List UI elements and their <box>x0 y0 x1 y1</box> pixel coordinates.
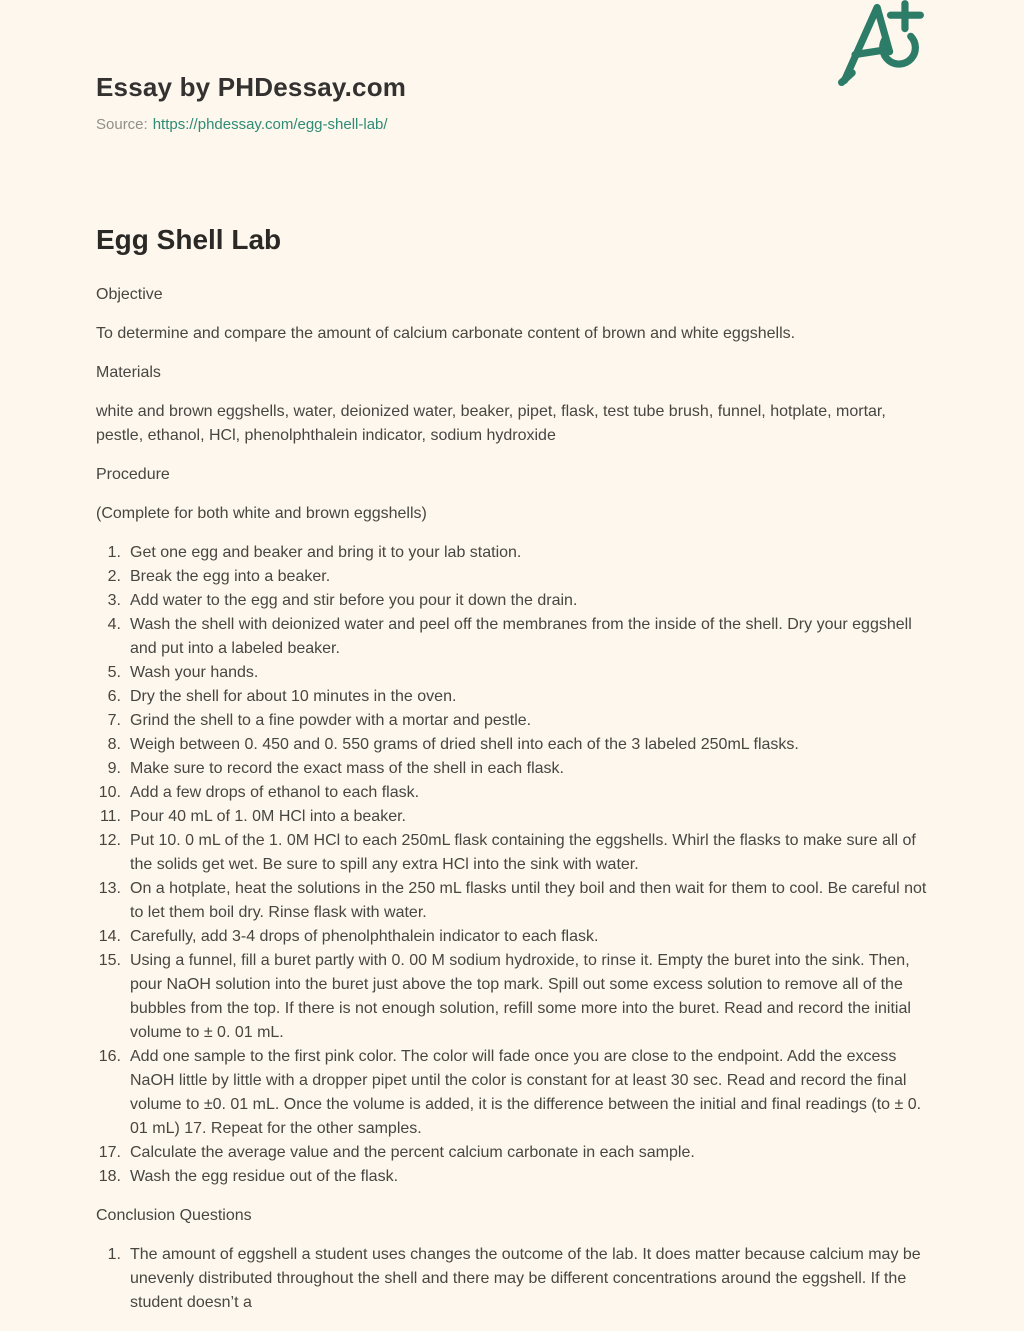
step-number: 17. <box>98 1144 121 1161</box>
step-number: 4. <box>107 616 121 633</box>
procedure-step <box>96 781 928 805</box>
procedure-step <box>96 709 928 733</box>
step-number: 16. <box>98 1048 121 1065</box>
step-number: 11. <box>99 808 121 825</box>
step-text: Wash the egg residue out of the flask. <box>130 1168 399 1185</box>
step-text: Using a funnel, fill a buret partly with 0. 00 M sodium hydroxide, to rinse it. Empty the buret into the sink. Then, pour NaOH solution into the buret just above the top mark. Spill out some excess solution to remove all of the bubbles from the top. If there is not enough solution, refill some more into the buret. Read and record the initial volume to ± 0. 01 mL. <box>130 952 911 1041</box>
procedure-step <box>96 565 928 589</box>
page-title: Egg Shell Lab <box>96 224 282 255</box>
procedure-list <box>96 541 928 1189</box>
source-line <box>96 115 928 135</box>
step-text: Carefully, add 3-4 drops of phenolphthalein indicator to each flask. <box>130 928 599 945</box>
step-text: Wash your hands. <box>130 664 259 681</box>
step-number: 13. <box>98 880 121 897</box>
procedure-step <box>96 1141 928 1165</box>
materials-heading: Materials <box>96 364 161 381</box>
step-number: 18. <box>98 1168 121 1185</box>
procedure-step <box>96 1165 928 1189</box>
step-number: 14. <box>98 928 121 945</box>
procedure-step <box>96 1045 928 1141</box>
step-text: Calculate the average value and the percent calcium carbonate in each sample. <box>130 1144 695 1161</box>
step-text: Add one sample to the first pink color. The color will fade once you are close to the endpoint. Add the excess NaOH little by little with a dropper pipet until the color is constant for at least 30 sec. Read and record the final volume to ±0. 01 mL. Once the volume is added, it is the difference between the initial and final readings (to ± 0. 01 mL) 17. Repeat for the other samples. <box>130 1048 922 1137</box>
step-text: Add a few drops of ethanol to each flask. <box>130 784 420 801</box>
procedure-step <box>96 613 928 661</box>
objective-heading: Objective <box>96 286 163 303</box>
source-link[interactable]: https://phdessay.com/egg-shell-lab/ <box>152 116 388 133</box>
step-number: 8. <box>107 736 121 753</box>
phdessay-a-plus-logo-icon <box>832 0 928 92</box>
step-number: 10. <box>98 784 121 801</box>
step-number: 1. <box>107 544 121 561</box>
step-number: 1. <box>107 1246 121 1263</box>
step-text: Get one egg and beaker and bring it to your lab station. <box>130 544 522 561</box>
procedure-step <box>96 949 928 1045</box>
step-text: Break the egg into a beaker. <box>130 568 331 585</box>
procedure-step <box>96 829 928 877</box>
procedure-step <box>96 757 928 781</box>
step-text: Weigh between 0. 450 and 0. 550 grams of dried shell into each of the 3 labeled 250mL flasks. <box>130 736 799 753</box>
procedure-step <box>96 877 928 925</box>
step-number: 9. <box>107 760 121 777</box>
step-number: 3. <box>107 592 121 609</box>
procedure-step <box>96 805 928 829</box>
header-title: Essay by PHDessay.com <box>96 72 407 102</box>
step-number: 12. <box>98 832 121 849</box>
procedure-note: (Complete for both white and brown eggshells) <box>96 505 427 522</box>
conclusion-list <box>96 1243 928 1315</box>
step-number: 7. <box>107 712 121 729</box>
step-text: Dry the shell for about 10 minutes in the oven. <box>130 688 457 705</box>
step-text: On a hotplate, heat the solutions in the 250 mL flasks until they boil and then wait for them to cool. Be careful not to let them boil dry. Rinse flask with water. <box>130 880 927 921</box>
step-text: Pour 40 mL of 1. 0M HCl into a beaker. <box>130 808 406 825</box>
step-text: Grind the shell to a fine powder with a mortar and pestle. <box>130 712 532 729</box>
header <box>96 0 928 135</box>
step-text: The amount of eggshell a student uses changes the outcome of the lab. It does matter because calcium may be unevenly distributed throughout the shell and there may be different concentrations around the eggshell. If the student doesn’t a <box>130 1246 921 1311</box>
step-text: Wash the shell with deionized water and peel off the membranes from the inside of the shell. Dry your eggshell and put into a labeled beaker. <box>130 616 912 657</box>
procedure-step <box>96 661 928 685</box>
step-number: 15. <box>98 952 121 969</box>
procedure-step <box>96 541 928 565</box>
procedure-step <box>96 589 928 613</box>
step-number: 5. <box>107 664 121 681</box>
step-text: Add water to the egg and stir before you pour it down the drain. <box>130 592 578 609</box>
materials-text: white and brown eggshells, water, deionized water, beaker, pipet, flask, test tube brush, funnel, hotplate, mortar, pestle, ethanol, HCl, phenolphthalein indicator, sodium hydroxide <box>96 403 886 444</box>
objective-text: To determine and compare the amount of calcium carbonate content of brown and white eggshells. <box>96 325 796 342</box>
source-label: Source: <box>96 116 148 133</box>
logo-a-foot <box>842 73 853 83</box>
procedure-step <box>96 925 928 949</box>
conclusion-heading: Conclusion Questions <box>96 1207 252 1224</box>
step-text: Put 10. 0 mL of the 1. 0M HCl to each 250mL flask containing the eggshells. Whirl the flasks to make sure all of the solids get wet. Be sure to spill any extra HCl into the sink with water. <box>130 832 916 873</box>
step-text: Make sure to record the exact mass of the shell in each flask. <box>130 760 564 777</box>
procedure-step <box>96 685 928 709</box>
step-number: 2. <box>107 568 121 585</box>
procedure-step <box>96 733 928 757</box>
procedure-heading: Procedure <box>96 466 170 483</box>
step-number: 6. <box>107 688 121 705</box>
conclusion-item <box>96 1243 928 1315</box>
